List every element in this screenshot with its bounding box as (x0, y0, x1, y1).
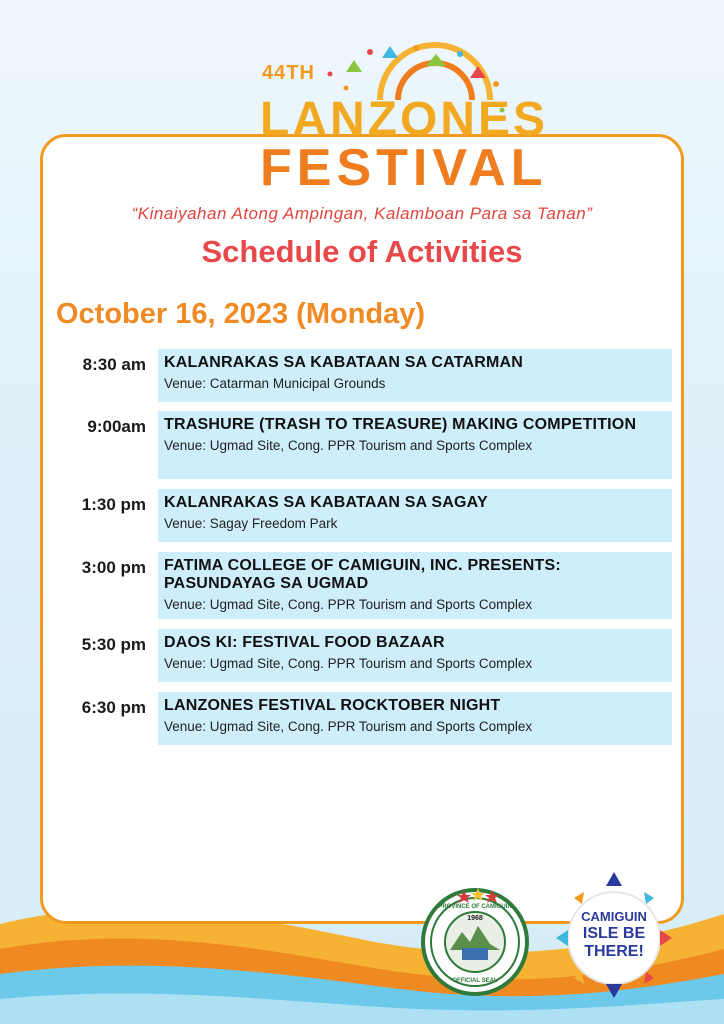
activity-box (158, 489, 672, 542)
province-seal-icon (420, 882, 530, 998)
activity-venue: Venue: Sagay Freedom Park (164, 516, 338, 531)
activity-box (158, 629, 672, 682)
activity-title: KALANRAKAS SA KABATAAN SA CATARMAN (164, 354, 524, 371)
camiguin-brand-logo (556, 870, 672, 1000)
seal-bottom-text: OFFICIAL SEAL (452, 978, 498, 984)
brand-line3: THERE! (584, 943, 644, 960)
activity-title: KALANRAKAS SA KABATAAN SA SAGAY (164, 494, 488, 511)
activity-venue: Venue: Ugmad Site, Cong. PPR Tourism and Sports Complex (164, 438, 533, 453)
activity-title: DAOS KI: FESTIVAL FOOD BAZAAR (164, 634, 445, 651)
activity-box (158, 349, 672, 402)
seal-year: 1968 (467, 915, 483, 922)
festival-logo (250, 40, 548, 200)
activity-time: 9:00am (87, 417, 146, 436)
activity-time: 8:30 am (82, 355, 146, 374)
logo-name-line2: FESTIVAL (260, 139, 548, 197)
page-title: Schedule of Activities (201, 234, 523, 269)
logo-edition-text: 44TH (262, 62, 315, 84)
brand-line2: ISLE BE (582, 925, 646, 942)
activity-box (158, 692, 672, 745)
activity-box (158, 411, 672, 479)
schedule-date: October 16, 2023 (Monday) (56, 298, 426, 330)
festival-tagline: “Kinaiyahan Atong Ampingan, Kalamboan Para sa Tanan” (131, 204, 593, 223)
activity-venue: Venue: Ugmad Site, Cong. PPR Tourism and Sports Complex (164, 656, 533, 671)
seal-top-text: PROVINCE OF CAMIGUIN (438, 904, 512, 910)
activity-title: LANZONES FESTIVAL ROCKTOBER NIGHT (164, 697, 501, 714)
logo-name-line1: LANZONES (260, 93, 548, 146)
brand-line1: CAMIGUIN (581, 909, 647, 924)
activity-time: 5:30 pm (81, 635, 146, 654)
activity-time: 6:30 pm (81, 698, 146, 717)
activity-box (158, 552, 672, 619)
activity-title: TRASHURE (TRASH TO TREASURE) MAKING COMPETITION (164, 416, 637, 433)
activity-venue: Venue: Catarman Municipal Grounds (164, 376, 386, 391)
activity-time: 1:30 pm (81, 495, 146, 514)
activity-time: 3:00 pm (81, 558, 146, 577)
brand-text (566, 910, 662, 960)
activity-title: FATIMA COLLEGE OF CAMIGUIN, INC. PRESENTS: PASUNDAYAG SA UGMAD (164, 557, 561, 592)
activity-venue: Venue: Ugmad Site, Cong. PPR Tourism and Sports Complex (164, 719, 533, 734)
activity-venue: Venue: Ugmad Site, Cong. PPR Tourism and Sports Complex (164, 597, 533, 612)
